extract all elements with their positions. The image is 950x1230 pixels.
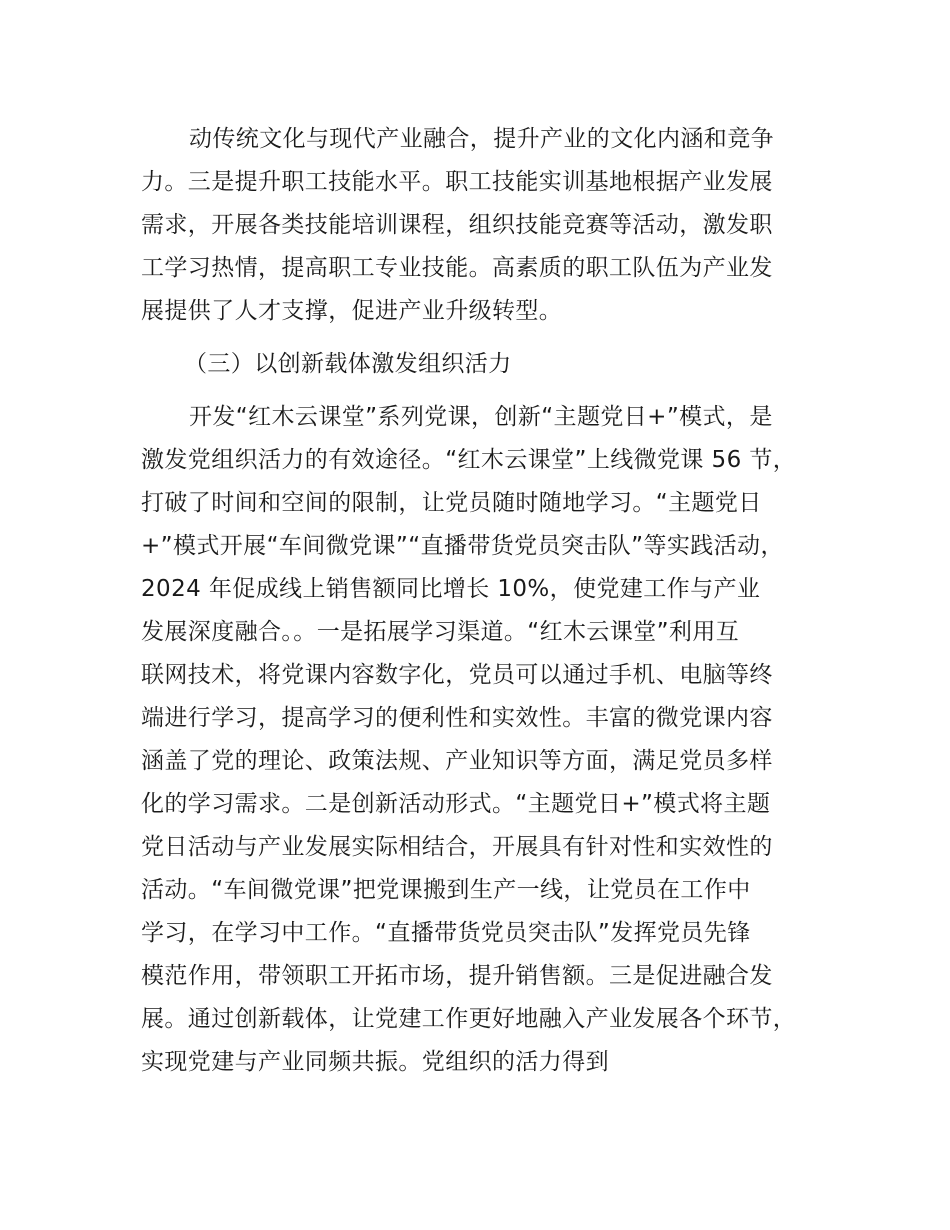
paragraph-line: 展提供了人才支撑，促进产业升级转型。 bbox=[141, 298, 563, 324]
paragraph-line: 激发党组织活力的有效途径。“红木云课堂”上线微党课 56 节， bbox=[141, 447, 797, 473]
paragraph-line: 打破了时间和空间的限制，让党员随时随地学习。“主题党日 bbox=[141, 490, 762, 516]
paragraph-line: 展。通过创新载体，让党建工作更好地融入产业发展各个环节， bbox=[141, 1006, 797, 1032]
paragraph-line: 联网技术，将党课内容数字化，党员可以通过手机、电脑等终 bbox=[141, 662, 773, 688]
paragraph-line: 2024 年促成线上销售额同比增长 10%，使党建工作与产业 bbox=[141, 576, 761, 602]
section-heading: （三）以创新载体激发组织活力 bbox=[184, 351, 512, 377]
paragraph-line: +”模式开展“车间微党课”“直播带货党员突击队”等实践活动， bbox=[141, 533, 784, 559]
paragraph-line: 发展深度融合。。一是拓展学习渠道。“红木云课堂”利用互 bbox=[141, 619, 740, 645]
paragraph-line: 需求，开展各类技能培训课程，组织技能竞赛等活动，激发职 bbox=[141, 212, 773, 238]
paragraph-line: 涵盖了党的理论、政策法规、产业知识等方面，满足党员多样 bbox=[141, 748, 773, 774]
paragraph-line: 化的学习需求。二是创新活动形式。“主题党日+”模式将主题 bbox=[141, 791, 771, 817]
paragraph-line: 模范作用，带领职工开拓市场，提升销售额。三是促进融合发 bbox=[141, 963, 773, 989]
paragraph-line: 端进行学习，提高学习的便利性和实效性。丰富的微党课内容 bbox=[141, 705, 773, 731]
paragraph-line: 动传统文化与现代产业融合，提升产业的文化内涵和竞争 bbox=[189, 126, 774, 152]
paragraph-line: 力。三是提升职工技能水平。职工技能实训基地根据产业发展 bbox=[141, 169, 773, 195]
paragraph-line: 工学习热情，提高职工专业技能。高素质的职工队伍为产业发 bbox=[141, 255, 773, 281]
paragraph-line: 开发“红木云课堂”系列党课，创新“主题党日+”模式，是 bbox=[189, 404, 773, 430]
paragraph-line: 实现党建与产业同频共振。党组织的活力得到 bbox=[141, 1049, 609, 1075]
paragraph-line: 学习，在学习中工作。“直播带货党员突击队”发挥党员先锋 bbox=[141, 920, 751, 946]
paragraph-line: 党日活动与产业发展实际相结合，开展具有针对性和实效性的 bbox=[141, 834, 773, 860]
paragraph-line: 活动。“车间微党课”把党课搬到生产一线，让党员在工作中 bbox=[141, 877, 751, 903]
